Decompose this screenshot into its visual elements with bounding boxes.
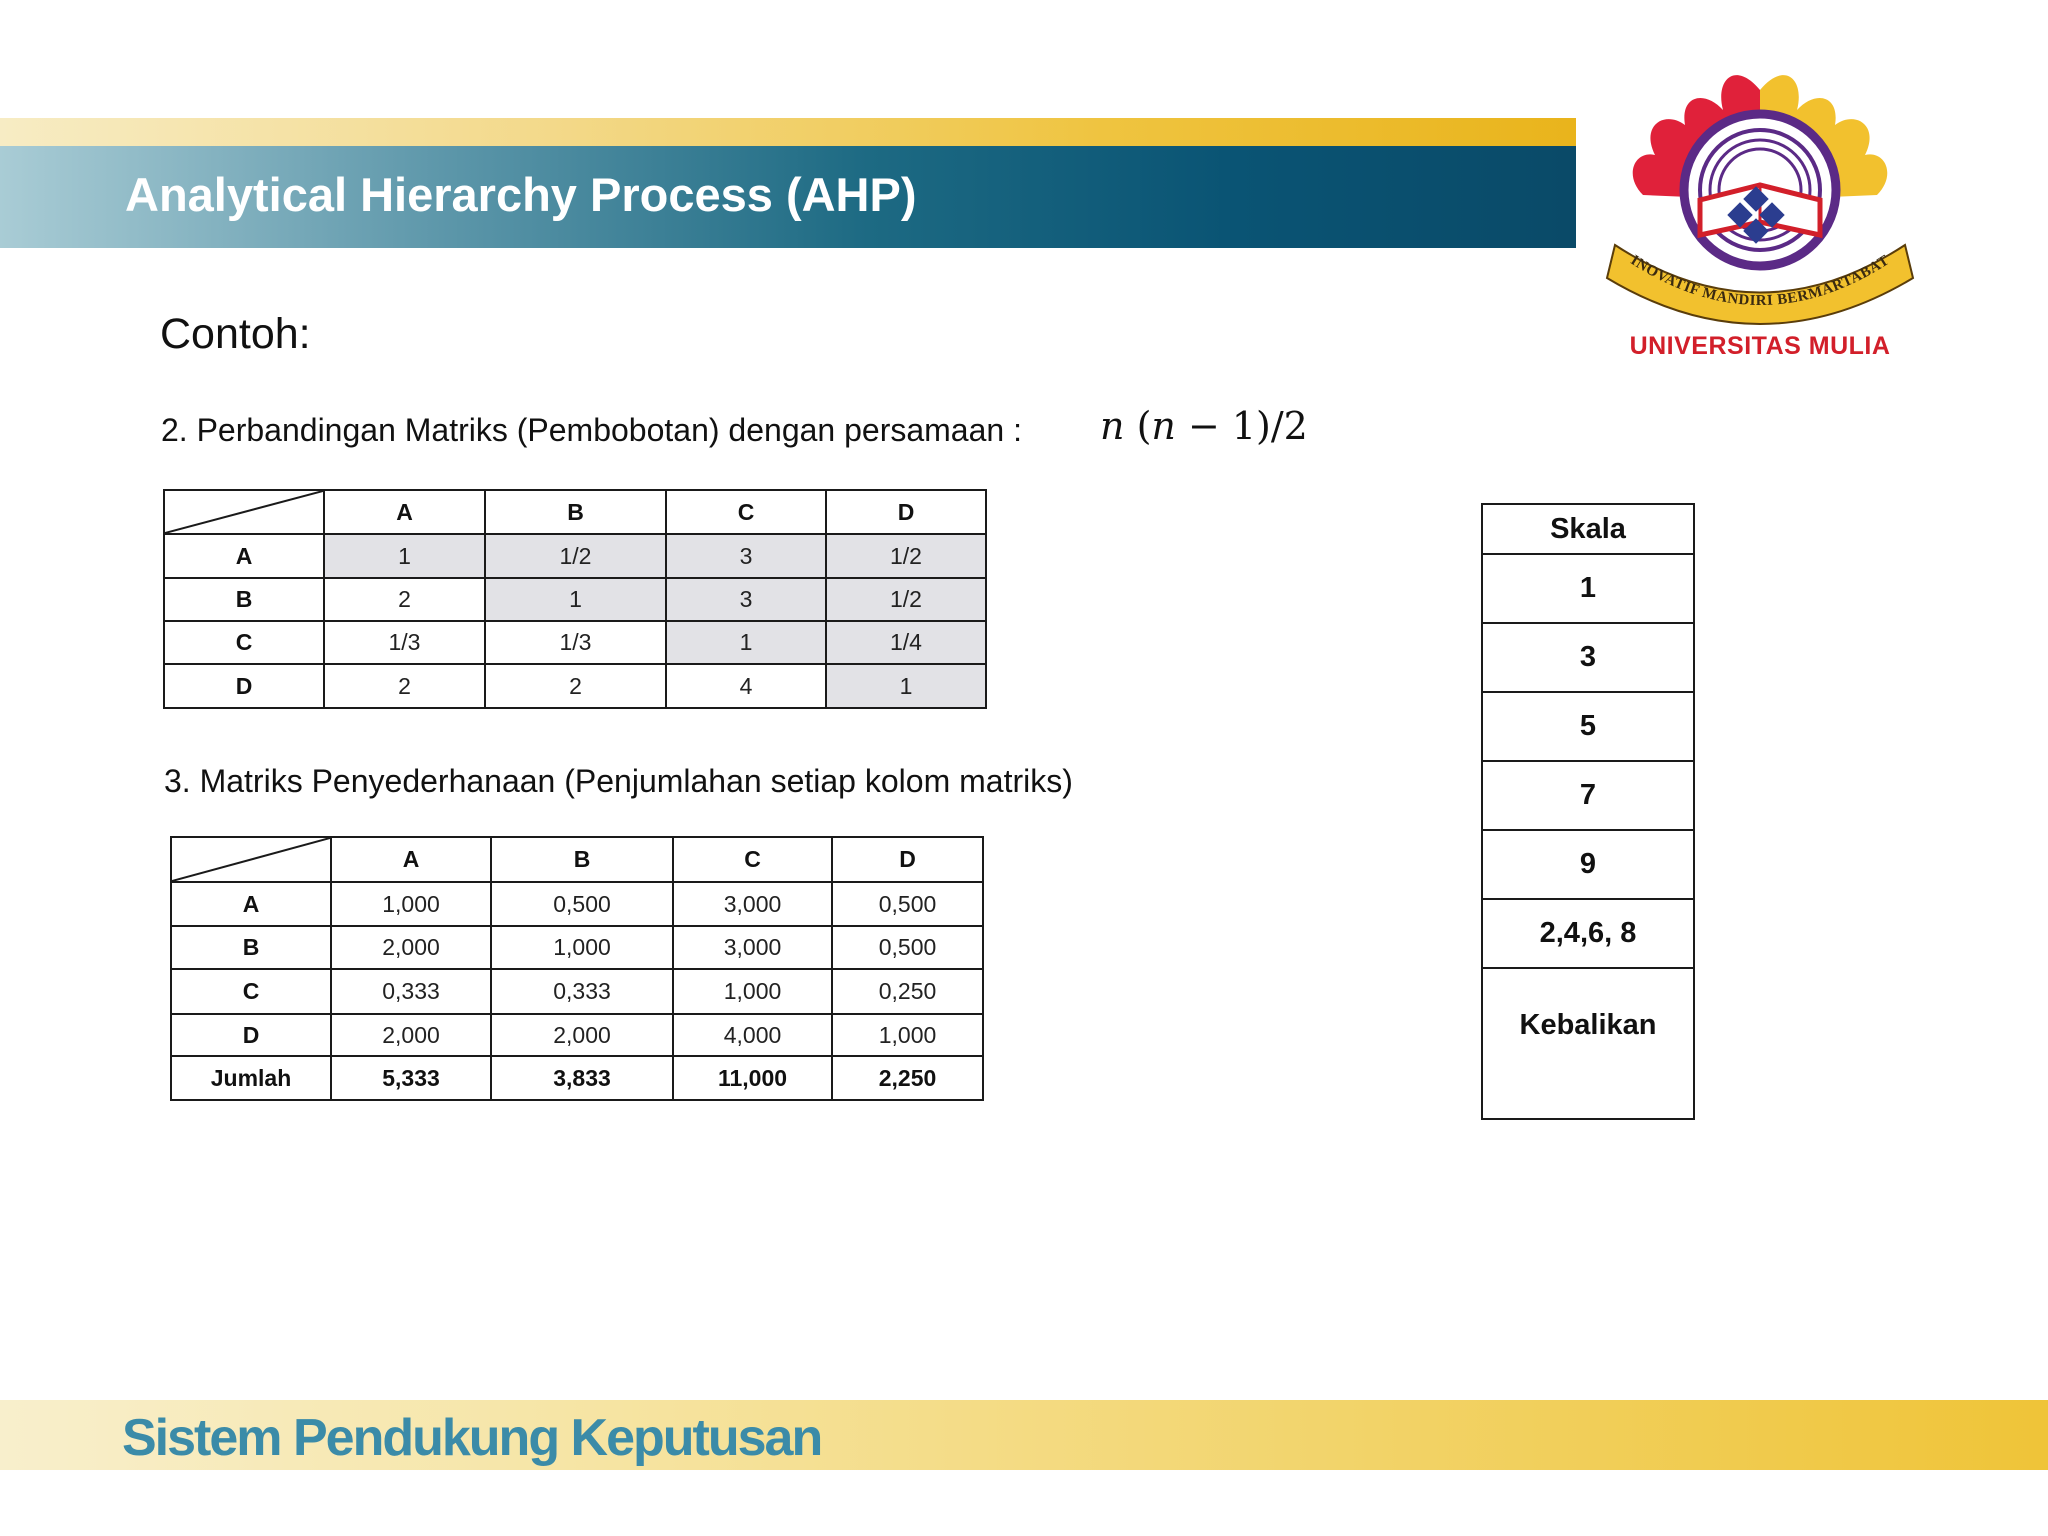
column-header: C [666, 490, 826, 534]
table-row [164, 534, 986, 578]
formula-n-inner: n [1151, 404, 1176, 448]
table-cell: 4,000 [673, 1014, 832, 1056]
table-cell: 1/2 [485, 534, 666, 578]
column-header: A [331, 837, 491, 882]
university-name: UNIVERSITAS MULIA [1629, 332, 1891, 360]
table-cell: 1 [485, 578, 666, 621]
table-cell: 2 [324, 664, 485, 708]
scale-header: Skala [1482, 504, 1694, 554]
table-row [164, 664, 986, 708]
table-cell: 1/3 [324, 621, 485, 664]
table-cell: 3 [666, 534, 826, 578]
simplified-matrix [170, 836, 984, 1101]
total-cell: 5,333 [331, 1056, 491, 1100]
scale-value: 7 [1482, 761, 1694, 830]
step3-label: 3. Matriks Penyederhanaan (Penjumlahan setiap kolom matriks) [164, 763, 1073, 799]
table-cell: 0,333 [491, 969, 673, 1014]
formula-rest: − 1)/2 [1175, 404, 1308, 448]
table-row [164, 621, 986, 664]
table-cell: 1,000 [331, 882, 491, 926]
row-header: B [171, 926, 331, 969]
total-cell: 3,833 [491, 1056, 673, 1100]
table-cell: 2,000 [331, 926, 491, 969]
row-header: B [164, 578, 324, 621]
table-cell: 0,333 [331, 969, 491, 1014]
column-header: B [485, 490, 666, 534]
table-row [171, 969, 983, 1014]
table-cell: 1/2 [826, 534, 986, 578]
table-cell: 1 [666, 621, 826, 664]
column-header: D [832, 837, 983, 882]
row-header: D [171, 1014, 331, 1056]
example-heading: Contoh: [160, 310, 311, 358]
table-cell: 2 [324, 578, 485, 621]
comparison-matrix [163, 489, 987, 709]
scale-value: 3 [1482, 623, 1694, 692]
scale-table [1481, 503, 1695, 1120]
table-cell: 0,500 [491, 882, 673, 926]
scale-value: Kebalikan [1482, 968, 1694, 1119]
table-cell: 4 [666, 664, 826, 708]
table-cell: 3,000 [673, 882, 832, 926]
svg-text:INOVATIF MANDIRI BERMARTABAT: INOVATIF MANDIRI BERMARTABAT [1627, 252, 1893, 310]
row-header: D [164, 664, 324, 708]
column-header: D [826, 490, 986, 534]
scale-value: 9 [1482, 830, 1694, 899]
table-cell: 1 [324, 534, 485, 578]
total-row [171, 1056, 983, 1100]
step2-label: 2. Perbandingan Matriks (Pembobotan) dengan persamaan : [161, 412, 1022, 448]
table-row [171, 1014, 983, 1056]
footer-title: Sistem Pendukung Keputusan [122, 1409, 822, 1467]
table-cell: 2,000 [331, 1014, 491, 1056]
row-header: C [164, 621, 324, 664]
table-cell: 1,000 [832, 1014, 983, 1056]
table-cell: 3,000 [673, 926, 832, 969]
total-cell: 11,000 [673, 1056, 832, 1100]
table-cell: 0,500 [832, 882, 983, 926]
formula-n: n [1100, 404, 1125, 448]
title-banner [0, 118, 1576, 248]
matrix-corner [171, 837, 331, 882]
table-cell: 0,500 [832, 926, 983, 969]
table-row [164, 578, 986, 621]
table-cell: 1/4 [826, 621, 986, 664]
column-header: B [491, 837, 673, 882]
table-cell: 2 [485, 664, 666, 708]
table-cell: 1,000 [673, 969, 832, 1014]
slide-title: Analytical Hierarchy Process (AHP) [125, 168, 917, 221]
table-cell: 3 [666, 578, 826, 621]
comparison-formula [1100, 404, 1308, 448]
row-header: C [171, 969, 331, 1014]
total-label: Jumlah [171, 1056, 331, 1100]
scale-value: 5 [1482, 692, 1694, 761]
matrix-corner [164, 490, 324, 534]
university-logo [1595, 50, 1925, 370]
gold-stripe [0, 118, 1576, 146]
row-header: A [164, 534, 324, 578]
logo-motto [1595, 50, 1925, 330]
column-header: C [673, 837, 832, 882]
column-header: A [324, 490, 485, 534]
table-cell: 2,000 [491, 1014, 673, 1056]
scale-value: 2,4,6, 8 [1482, 899, 1694, 968]
table-cell: 1 [826, 664, 986, 708]
scale-value: 1 [1482, 554, 1694, 623]
table-cell: 1,000 [491, 926, 673, 969]
formula-open: ( [1124, 404, 1152, 448]
table-cell: 0,250 [832, 969, 983, 1014]
table-cell: 1/3 [485, 621, 666, 664]
table-cell: 1/2 [826, 578, 986, 621]
table-row [171, 882, 983, 926]
table-row [171, 926, 983, 969]
row-header: A [171, 882, 331, 926]
total-cell: 2,250 [832, 1056, 983, 1100]
